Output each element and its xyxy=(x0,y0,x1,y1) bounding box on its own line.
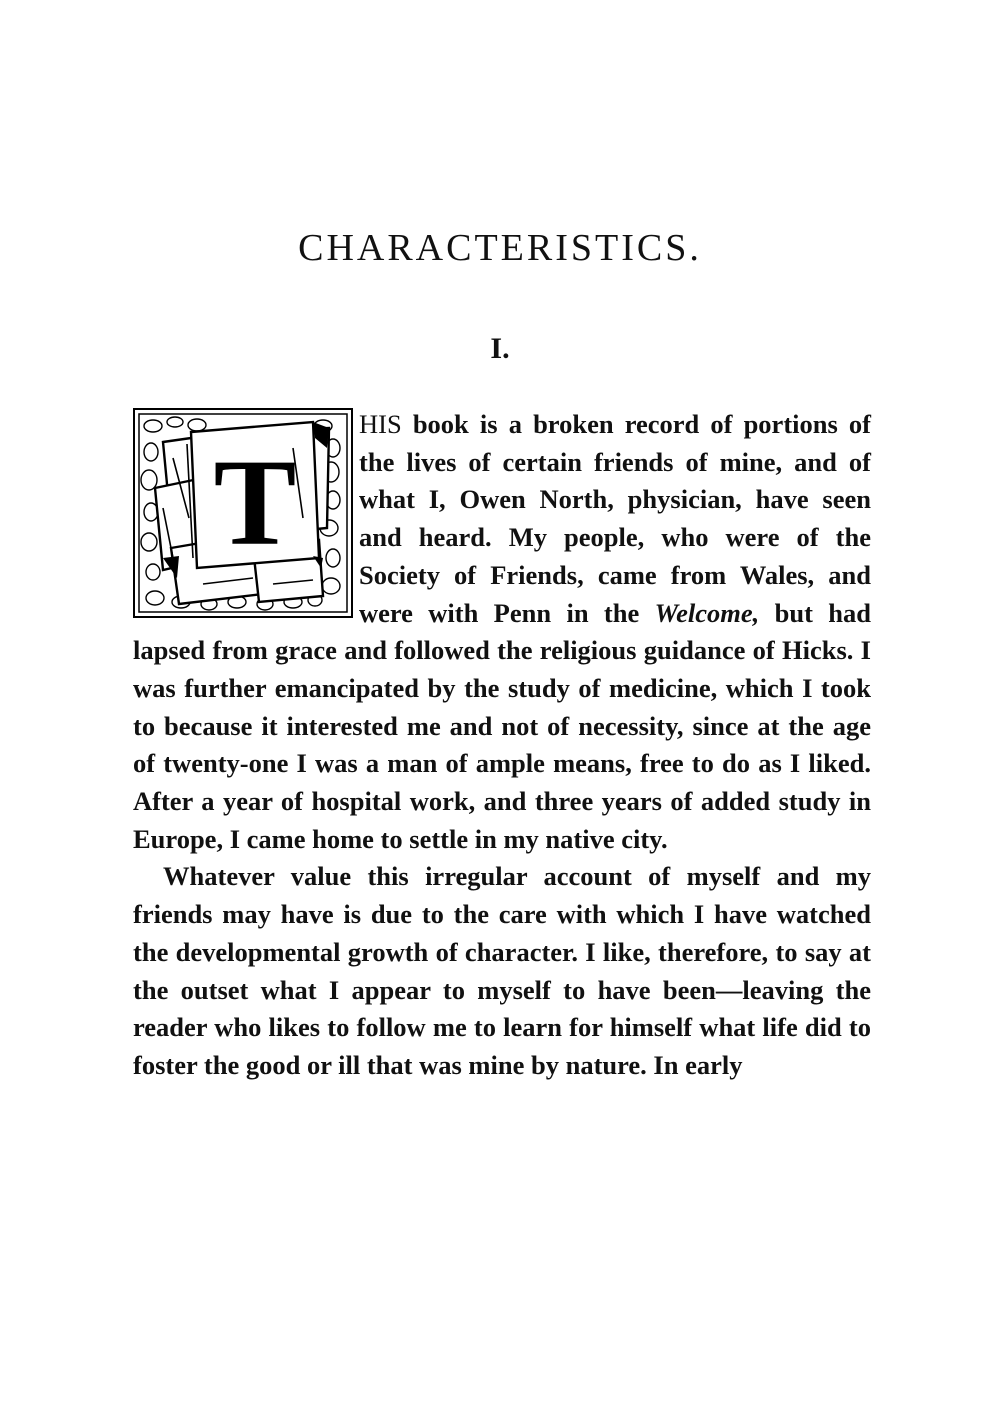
paragraph-lead-word: HIS xyxy=(359,409,402,439)
chapter-number: I. xyxy=(490,332,510,365)
ship-name-italic: Welcome, xyxy=(654,597,760,628)
decorative-initial-t xyxy=(133,408,353,618)
paragraph-2: Whatever value this irregular account of myself and my friends may have is due to the care with which I have watched the developmental growth of character. I like, therefore, to say at the outset what I appear to myself to have been—leaving the reader who likes to follow me to learn for himself what life did to foster the good or ill that was mine by nature. In early xyxy=(133,861,871,1080)
page-title: CHARACTERISTICS. xyxy=(298,227,702,269)
paragraph-1-text-a: book is a broken record of portions of the lives of certain friends of mine, and of what I, Owen North, physician, have seen and heard. My people, who were of the Society of Friends, came from Wales, and were with Penn in the xyxy=(359,409,871,628)
dropcap-letter: T xyxy=(213,434,297,571)
body-text xyxy=(133,406,871,1085)
paragraph-1-text-b: but had lapsed from grace and followed the religious guidance of Hicks. I was further emancipated by the study of medicine, which I took to because it interested me and not of necessity, since at the age of twenty-one I was a man of ample means, free to do as I liked. After a year of hospital work, and three years of added study in Europe, I came home to settle in my native city. xyxy=(133,597,872,854)
ornament-illustration xyxy=(133,408,353,618)
